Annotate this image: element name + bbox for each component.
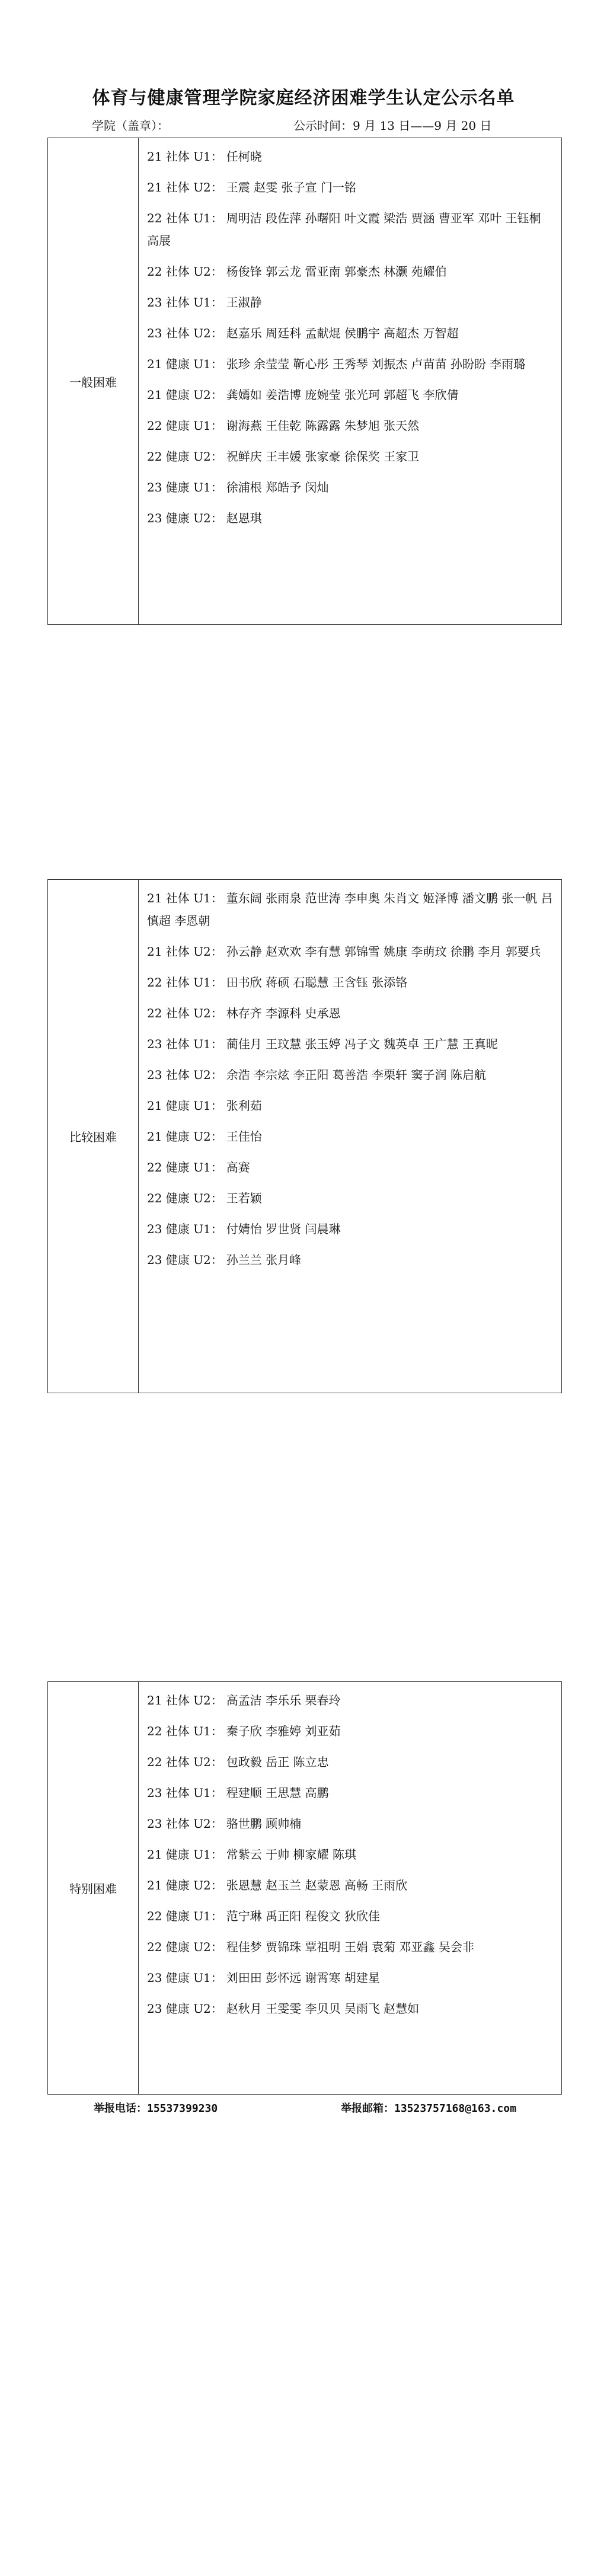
class-row xyxy=(147,145,555,168)
section-general-difficulty xyxy=(47,138,562,625)
class-row xyxy=(147,507,555,529)
student-names: 谢海燕 王佳乾 陈露露 朱梦旭 张天然 xyxy=(226,419,420,433)
report-phone: 举报电话：15537399230 xyxy=(94,2102,218,2115)
class-label: 23 社体 U1： xyxy=(147,1037,223,1051)
notice-meta xyxy=(92,116,542,134)
class-row xyxy=(147,414,555,437)
class-row xyxy=(147,1249,555,1271)
student-names: 高赛 xyxy=(226,1160,250,1174)
college-stamp-label: 学院（盖章）： xyxy=(92,119,169,133)
student-list xyxy=(139,880,562,1393)
class-row xyxy=(147,291,555,314)
student-names: 王佳怡 xyxy=(226,1129,262,1144)
class-row xyxy=(147,384,555,406)
class-label: 21 社体 U1： xyxy=(147,891,223,905)
class-row xyxy=(147,940,555,963)
class-row xyxy=(147,445,555,468)
class-label: 23 社体 U1： xyxy=(147,295,223,309)
class-label: 23 社体 U1： xyxy=(147,1786,223,1800)
student-names: 张珍 余莹莹 靳心彤 王秀琴 刘振杰 卢苗苗 孙盼盼 李雨璐 xyxy=(226,357,526,371)
student-list xyxy=(139,138,562,625)
class-row xyxy=(147,353,555,375)
student-names: 王若颖 xyxy=(226,1191,262,1205)
student-names: 程建顺 王思慧 高鹏 xyxy=(226,1786,329,1800)
class-label: 22 健康 U2： xyxy=(147,1191,223,1205)
class-label: 22 社体 U2： xyxy=(147,1006,223,1020)
class-row xyxy=(147,1843,555,1866)
class-label: 22 社体 U1： xyxy=(147,211,223,225)
class-row xyxy=(147,1094,555,1117)
student-names: 徐浦根 郑皓予 闵灿 xyxy=(226,480,329,494)
class-row xyxy=(147,1874,555,1897)
student-names: 刘田田 彭怀远 谢霄寒 胡建星 xyxy=(226,1971,380,1985)
student-names: 周明洁 段佐萍 孙曙阳 叶文霞 梁浩 贾涵 曹亚军 邓叶 王钰桐 高展 xyxy=(147,211,541,248)
class-label: 21 健康 U1： xyxy=(147,1847,223,1862)
student-names: 付婧怡 罗世贤 闫晨琳 xyxy=(226,1222,341,1236)
class-label: 23 健康 U2： xyxy=(147,2002,223,2016)
class-row xyxy=(147,1967,555,1989)
report-footer xyxy=(0,2100,607,2118)
class-label: 22 健康 U2： xyxy=(147,1940,223,1954)
class-label: 23 社体 U2： xyxy=(147,1817,223,1831)
class-label: 23 健康 U1： xyxy=(147,1971,223,1985)
category-label: 特别困难 xyxy=(48,1682,139,2095)
class-row xyxy=(147,1782,555,1804)
student-names: 程佳梦 贾锦珠 覃祖明 王娟 袁菊 邓亚鑫 吴会非 xyxy=(226,1940,474,1954)
class-row xyxy=(147,1905,555,1927)
class-row xyxy=(147,260,555,283)
publicity-period: 公示时间：9 月 13 日——9 月 20 日 xyxy=(293,119,492,133)
student-names: 范宁琳 禹正阳 程俊文 狄欣佳 xyxy=(226,1909,380,1923)
class-label: 21 健康 U2： xyxy=(147,1878,223,1892)
student-names: 包政毅 岳正 陈立忠 xyxy=(226,1755,329,1769)
student-names: 田书欣 蒋硕 石聪慧 王含钰 张添铬 xyxy=(226,975,408,989)
class-row xyxy=(147,1689,555,1712)
class-row xyxy=(147,1187,555,1209)
class-row xyxy=(147,1218,555,1240)
class-label: 21 健康 U2： xyxy=(147,388,223,402)
class-row xyxy=(147,176,555,199)
class-row xyxy=(147,207,555,252)
student-names: 秦子欣 李雅婷 刘亚茹 xyxy=(226,1724,341,1738)
student-list xyxy=(139,1682,562,2095)
class-row xyxy=(147,1997,555,2020)
class-row xyxy=(147,1156,555,1179)
student-names: 杨俊锋 郭云龙 雷亚南 郭豪杰 林灏 苑耀伯 xyxy=(226,264,447,279)
class-row xyxy=(147,1125,555,1148)
student-names: 赵秋月 王雯雯 李贝贝 吴雨飞 赵慧如 xyxy=(226,2002,420,2016)
student-names: 余浩 李宗炫 李正阳 葛善浩 李栗轩 窦子润 陈启航 xyxy=(226,1068,486,1082)
class-row xyxy=(147,1720,555,1742)
section-relative-difficulty xyxy=(47,879,562,1393)
class-label: 21 社体 U1： xyxy=(147,149,223,164)
class-row xyxy=(147,1936,555,1958)
class-label: 22 健康 U1： xyxy=(147,419,223,433)
class-label: 21 健康 U2： xyxy=(147,1129,223,1144)
class-label: 22 社体 U2： xyxy=(147,1755,223,1769)
class-row xyxy=(147,1002,555,1024)
class-label: 23 健康 U1： xyxy=(147,480,223,494)
student-names: 孙云静 赵欢欢 李有慧 郭锦雪 姚康 李萌玟 徐鹏 李月 郭要兵 xyxy=(226,944,541,959)
class-label: 21 社体 U2： xyxy=(147,1693,223,1707)
class-label: 23 健康 U2： xyxy=(147,511,223,525)
student-names: 蔺佳月 王玟慧 张玉婷 冯子文 魏英卓 王广慧 王真昵 xyxy=(226,1037,498,1051)
class-row xyxy=(147,1064,555,1086)
report-email: 举报邮箱：13523757168@163.com xyxy=(341,2102,516,2115)
student-names: 王震 赵雯 张子宣 门一铭 xyxy=(226,180,356,194)
category-label: 一般困难 xyxy=(48,138,139,625)
student-names: 赵恩琪 xyxy=(226,511,262,525)
student-names: 董东阔 张雨泉 范世涛 李申奥 朱肖文 姬泽博 潘文鹏 张一帆 吕慎超 李恩朝 xyxy=(147,891,553,928)
student-names: 张利茹 xyxy=(226,1099,262,1113)
class-label: 21 社体 U2： xyxy=(147,944,223,959)
class-label: 22 健康 U2： xyxy=(147,449,223,464)
category-label: 比较困难 xyxy=(48,880,139,1393)
class-row xyxy=(147,1751,555,1773)
class-row xyxy=(147,476,555,499)
class-row xyxy=(147,887,555,932)
class-label: 21 社体 U2： xyxy=(147,180,223,194)
student-names: 赵嘉乐 周廷科 孟献焜 侯鹏宇 高超杰 万智超 xyxy=(226,326,459,340)
class-label: 23 健康 U1： xyxy=(147,1222,223,1236)
class-row xyxy=(147,971,555,994)
page-title: 体育与健康管理学院家庭经济困难学生认定公示名单 xyxy=(92,88,515,108)
class-label: 23 社体 U2： xyxy=(147,326,223,340)
class-row xyxy=(147,322,555,344)
student-names: 孙兰兰 张月峰 xyxy=(226,1253,302,1267)
student-names: 林存齐 李源科 史承恩 xyxy=(226,1006,341,1020)
student-names: 常紫云 于帅 柳家耀 陈琪 xyxy=(226,1847,356,1862)
student-names: 王淑静 xyxy=(226,295,262,309)
class-label: 21 健康 U1： xyxy=(147,357,223,371)
class-label: 23 社体 U2： xyxy=(147,1068,223,1082)
class-label: 22 健康 U1： xyxy=(147,1160,223,1174)
class-label: 22 社体 U2： xyxy=(147,264,223,279)
class-label: 23 健康 U2： xyxy=(147,1253,223,1267)
class-label: 21 健康 U1： xyxy=(147,1099,223,1113)
student-names: 高孟洁 李乐乐 栗春玲 xyxy=(226,1693,341,1707)
class-label: 22 健康 U1： xyxy=(147,1909,223,1923)
class-label: 22 社体 U1： xyxy=(147,1724,223,1738)
class-row xyxy=(147,1812,555,1835)
student-names: 祝鲜庆 王丰媛 张家豪 徐保奖 王家卫 xyxy=(226,449,420,464)
section-special-difficulty xyxy=(47,1681,562,2095)
student-names: 骆世鹏 顾帅楠 xyxy=(226,1817,302,1831)
student-names: 张恩慧 赵玉兰 赵蒙恩 高畅 王雨欣 xyxy=(226,1878,408,1892)
class-row xyxy=(147,1033,555,1055)
student-names: 龚嫣如 姜浩博 庞婉莹 张光珂 郭超飞 李欣倩 xyxy=(226,388,459,402)
class-label: 22 社体 U1： xyxy=(147,975,223,989)
student-names: 任柯晓 xyxy=(226,149,262,164)
